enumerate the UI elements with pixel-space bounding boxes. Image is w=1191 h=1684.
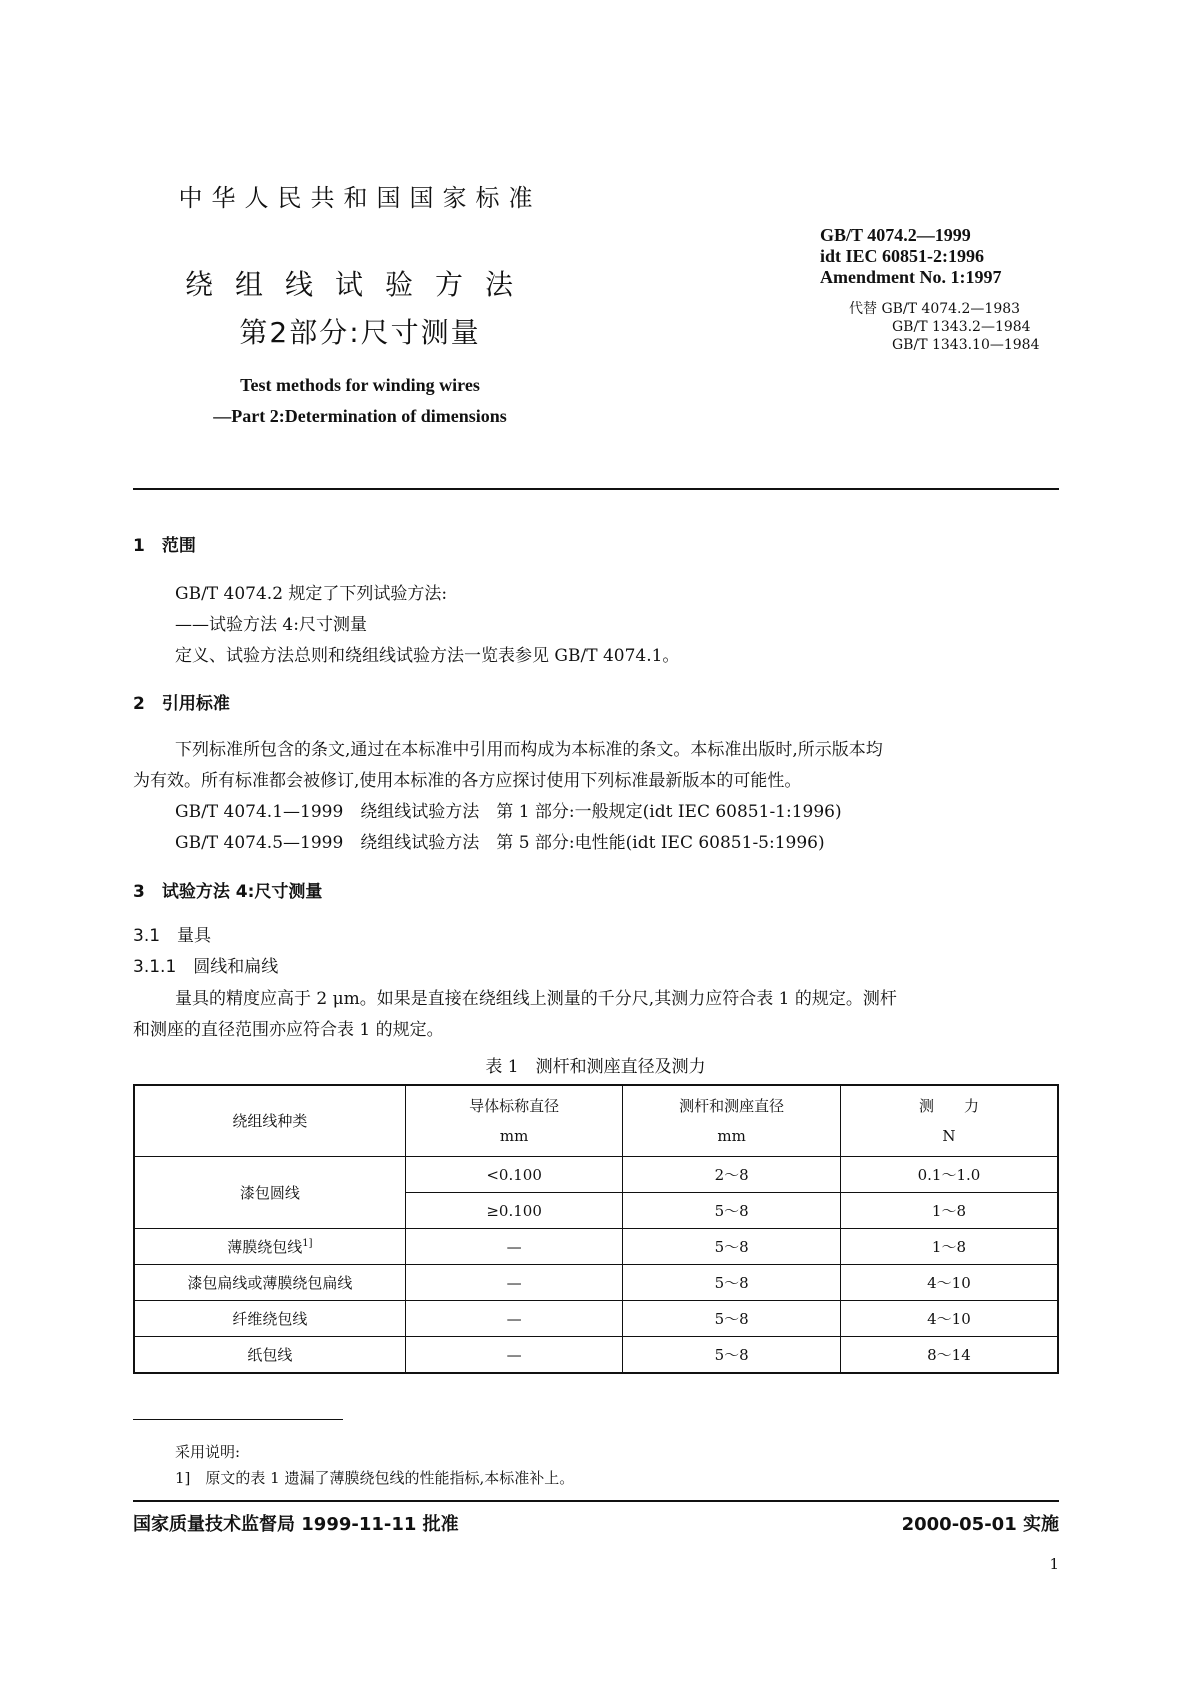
table-row	[134, 1265, 1058, 1301]
table-cell: 0.1～1.0	[840, 1157, 1058, 1193]
table-header-cell: 测杆和测座直径 mm	[623, 1085, 841, 1157]
table-header-cell: 测 力 N	[840, 1085, 1058, 1157]
reference-item: GB/T 4074.1—1999 绕组线试验方法 第 1 部分:一般规定(idt IEC 60851-1:1996)	[175, 802, 842, 822]
replaces-code: GB/T 4074.2—1983	[881, 301, 1021, 317]
table-row	[134, 1337, 1058, 1374]
table-cell: —	[405, 1337, 623, 1374]
table-cell: 4～10	[840, 1265, 1058, 1301]
table-cell: 5～8	[623, 1301, 841, 1337]
clause-3-1-1-para: 量具的精度应高于 2 μm。如果是直接在绕组线上测量的千分尺,其测力应符合表 1 的规定。测杆	[175, 989, 897, 1009]
section-2-heading: 2 引用标准	[133, 694, 230, 714]
table-row	[134, 1301, 1058, 1337]
approval-line: 国家质量技术监督局 1999-11-11 批准	[133, 1514, 459, 1535]
standard-code-block	[820, 225, 1002, 288]
table-cell: 5～8	[623, 1193, 841, 1229]
replaces-code: GB/T 1343.2—1984	[892, 319, 1031, 335]
table-header-cell: 绕组线种类	[134, 1085, 405, 1157]
national-standard-title: 中华人民共和国国家标准	[178, 184, 542, 212]
effective-date: 2000-05-01 实施	[901, 1514, 1059, 1535]
replaces-label: 代替	[849, 301, 877, 317]
clause-3-1-heading: 3.1 量具	[133, 926, 212, 946]
table-header-cell: 导体标称直径 mm	[405, 1085, 623, 1157]
table-cell: 5～8	[623, 1229, 841, 1265]
table-cell: 2～8	[623, 1157, 841, 1193]
section-1-para: ——试验方法 4:尺寸测量	[175, 615, 367, 635]
table-cell: ≥0.100	[405, 1193, 623, 1229]
footnote-marker: 1]	[302, 1238, 313, 1249]
footnote-item: 1] 原文的表 1 遗漏了薄膜绕包线的性能指标,本标准补上。	[175, 1469, 575, 1487]
footnote-title: 采用说明:	[175, 1443, 241, 1461]
standard-code: GB/T 4074.2—1999	[820, 225, 971, 245]
table-cell: 1～8	[840, 1229, 1058, 1265]
amendment: Amendment No. 1:1997	[820, 267, 1002, 287]
replaces-code: GB/T 1343.10—1984	[892, 337, 1040, 353]
clause-3-1-1-heading: 3.1.1 圆线和扁线	[133, 957, 279, 977]
section-1-heading: 1 范围	[133, 536, 196, 556]
header-divider	[133, 488, 1059, 490]
table-cell: —	[405, 1265, 623, 1301]
table-row	[134, 1229, 1058, 1265]
table-cell: 5～8	[623, 1265, 841, 1301]
table-cell: 漆包圆线	[134, 1157, 405, 1229]
table-cell: —	[405, 1229, 623, 1265]
section-3-heading: 3 试验方法 4:尺寸测量	[133, 882, 323, 902]
dimensions-table	[133, 1084, 1059, 1374]
table-cell: 薄膜绕包线$^{1]}$	[134, 1229, 405, 1265]
section-1-para: GB/T 4074.2 规定了下列试验方法:	[175, 584, 448, 604]
replaces-block	[849, 300, 1040, 354]
table-header-row	[134, 1085, 1058, 1157]
page-number: 1	[1049, 1555, 1059, 1573]
section-2-para: 下列标准所包含的条文,通过在本标准中引用而构成为本标准的条文。本标准出版时,所示版本均	[175, 740, 883, 760]
table-cell: 4～10	[840, 1301, 1058, 1337]
clause-3-1-1-para: 和测座的直径范围亦应符合表 1 的规定。	[133, 1020, 444, 1040]
table-cell: 纤维绕包线	[134, 1301, 405, 1337]
section-2-para: 为有效。所有标准都会被修订,使用本标准的各方应探讨使用下列标准最新版本的可能性。	[133, 771, 802, 791]
document-title-en: Test methods for winding wires	[240, 375, 480, 395]
idt-reference: idt IEC 60851-2:1996	[820, 246, 985, 266]
document-title-cn: 绕组线试验方法	[184, 268, 535, 301]
table-cell: 1～8	[840, 1193, 1058, 1229]
footer-divider	[133, 1500, 1059, 1502]
reference-item: GB/T 4074.5—1999 绕组线试验方法 第 5 部分:电性能(idt IEC 60851-5:1996)	[175, 833, 825, 853]
document-subtitle-cn: 第2部分:尺寸测量	[239, 316, 481, 349]
table-cell: 8～14	[840, 1337, 1058, 1374]
document-subtitle-en: —Part 2:Determination of dimensions	[213, 406, 507, 426]
footnote-divider	[133, 1419, 343, 1420]
table-cell: 5～8	[623, 1337, 841, 1374]
table-cell: 漆包扁线或薄膜绕包扁线	[134, 1265, 405, 1301]
table-cell: <0.100	[405, 1157, 623, 1193]
table-cell: —	[405, 1301, 623, 1337]
section-1-para: 定义、试验方法总则和绕组线试验方法一览表参见 GB/T 4074.1。	[175, 646, 680, 666]
table-row	[134, 1157, 1058, 1193]
table-caption: 表 1 测杆和测座直径及测力	[485, 1057, 706, 1077]
table-cell: 纸包线	[134, 1337, 405, 1374]
